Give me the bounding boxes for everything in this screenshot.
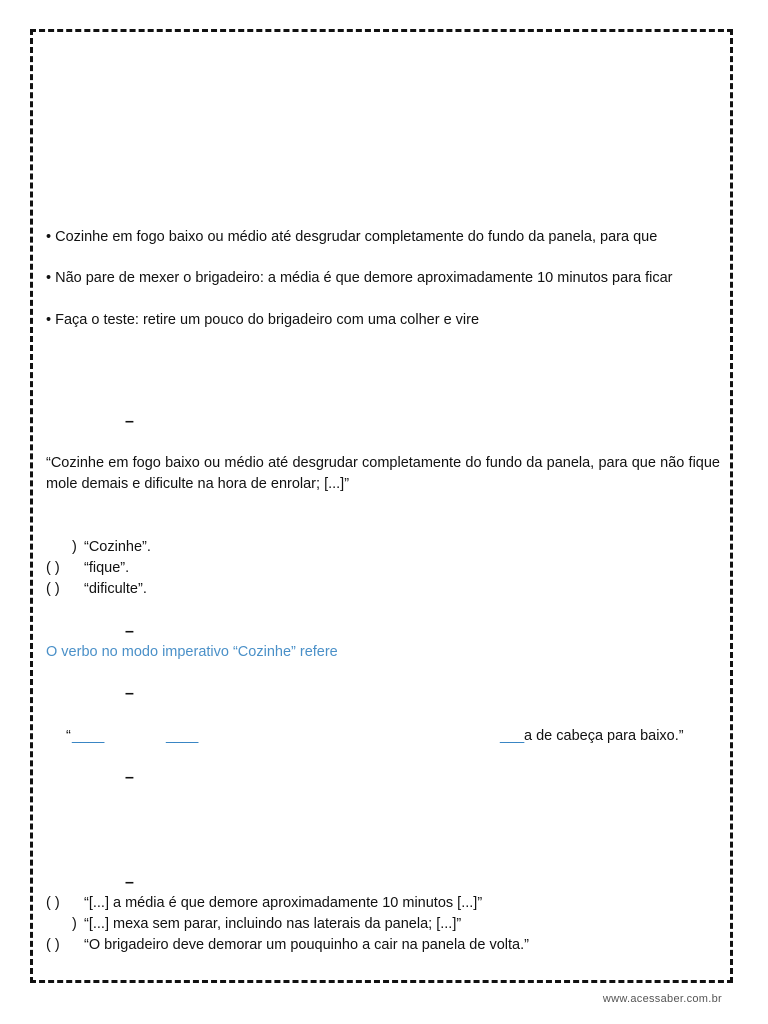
answer-line: O verbo no modo imperativo “Cozinhe” refere — [46, 644, 338, 660]
option-3-text: “dificulte”. — [84, 581, 147, 597]
option-1-text: “Cozinhe”. — [84, 539, 151, 555]
question-dash-2: – — [125, 623, 134, 640]
dashed-page-border — [30, 29, 733, 983]
fill-blank-2: ____ — [166, 728, 199, 744]
option-6-paren: ( ) — [46, 937, 60, 953]
option-5-text: “[...] mexa sem parar, incluindo nas laterais da panela; [...]” — [84, 916, 462, 932]
option-4-text: “[...] a média é que demore aproximadamente 10 minutos [...]” — [84, 895, 483, 911]
option-5-paren: ) — [72, 916, 77, 932]
option-3-paren: ( ) — [46, 581, 60, 597]
question-dash-3: – — [125, 685, 134, 702]
question-dash-5: – — [125, 874, 134, 891]
fill-blank-1: ____ — [72, 728, 105, 744]
tip-1: • Cozinhe em fogo baixo ou médio até desgrudar completamente do fundo da panela, para que — [46, 229, 658, 245]
option-1-paren: ) — [72, 539, 77, 555]
option-2-text: “fique”. — [84, 560, 130, 576]
question-dash-1: – — [125, 413, 134, 430]
option-6-text: “O brigadeiro deve demorar um pouquinho a cair na panela de volta.” — [84, 937, 529, 953]
quote-paragraph: “Cozinhe em fogo baixo ou médio até desgrudar completamente do fundo da panela, para que não fique mole demais e dificulte na hora de enrolar; [...]” — [46, 455, 720, 492]
question-dash-4: – — [125, 769, 134, 786]
tip-3: • Faça o teste: retire um pouco do brigadeiro com uma colher e vire — [46, 312, 480, 328]
option-4-paren: ( ) — [46, 895, 60, 911]
fill-open-quote: “ — [66, 728, 71, 744]
fill-ending: a de cabeça para baixo.” — [524, 728, 684, 744]
tip-2: • Não pare de mexer o brigadeiro: a média é que demore aproximadamente 10 minutos para ficar — [46, 270, 673, 286]
fill-blank-3: ___ — [500, 728, 525, 744]
option-2-paren: ( ) — [46, 560, 60, 576]
footer-url: www.acessaber.com.br — [602, 993, 722, 1005]
